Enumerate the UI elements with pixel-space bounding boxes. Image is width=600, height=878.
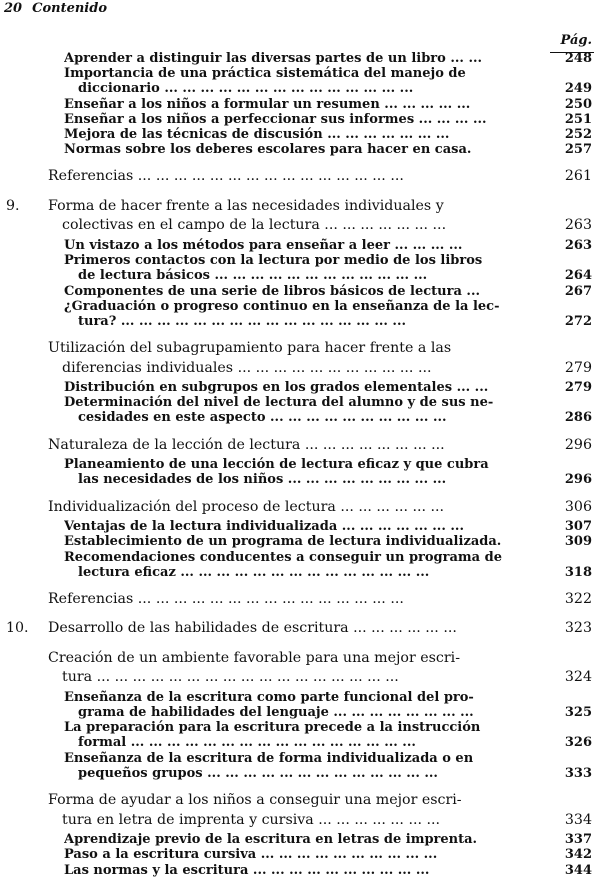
toc-subentry <box>0 127 600 142</box>
entry-page-number: 250 <box>564 96 592 112</box>
toc-subentry <box>0 238 600 253</box>
entry-text-line: colectivas en el campo de la lectura ... ... ... ... ... ... ... <box>62 217 447 234</box>
entry-text-line: Individualización del proceso de lectura ... ... ... ... ... ... <box>48 498 445 515</box>
entry-text-line: Distribución en subgrupos en los grados elementales ... ... <box>64 380 489 396</box>
toc-subentry <box>0 112 600 127</box>
entry-text-line: pequeños grupos ... ... ... ... ... ... ... ... ... ... ... ... ... <box>78 765 438 781</box>
entry-text-line: formal ... ... ... ... ... ... ... ... ... ... ... ... ... ... ... ... <box>78 735 416 751</box>
toc-entry <box>0 167 600 187</box>
entry-text-line: de lectura básicos ... ... ... ... ... ... ... ... ... ... ... ... <box>78 268 428 284</box>
entry-page-number: 263 <box>564 217 592 234</box>
entry-text-line: lectura eficaz ... ... ... ... ... ... ... ... ... ... ... ... ... ... <box>78 564 430 580</box>
toc-subentry <box>0 690 600 720</box>
entry-text-line: Naturaleza de la lección de lectura ... ... ... ... ... ... ... ... <box>48 436 445 453</box>
toc-subentry <box>0 66 600 96</box>
entry-text-line: Normas sobre los deberes escolares para hacer en casa. <box>64 142 472 158</box>
toc-entry <box>0 791 600 830</box>
chapter-number: 9. <box>6 197 20 214</box>
entry-text-line: las necesidades de los niños ... ... ... ... ... ... ... ... ... <box>78 472 447 488</box>
entry-text-line: grama de habilidades del lenguaje ... ... ... ... ... ... ... ... <box>78 705 474 721</box>
entry-text-line: Enseñar a los niños a perfeccionar sus informes ... ... ... ... <box>64 111 487 127</box>
toc-subentry <box>0 380 600 395</box>
toc-subentry <box>0 519 600 534</box>
entry-page-number: 342 <box>564 847 592 863</box>
entry-text-line: Referencias ... ... ... ... ... ... ... ... ... ... ... ... ... ... ... <box>48 590 404 607</box>
entry-text-line: Forma de hacer frente a las necesidades individuales y <box>48 197 444 214</box>
entry-text-line: Un vistazo a los métodos para enseñar a leer ... ... ... ... <box>64 237 463 253</box>
toc-subentry <box>0 97 600 112</box>
entry-page-number: 252 <box>564 127 592 142</box>
entry-page-number: 306 <box>564 498 592 515</box>
entry-page-number: 272 <box>564 313 592 329</box>
entry-text-line: Planeamiento de una lección de lectura eficaz y que cubra <box>64 457 489 473</box>
entry-page-number: 325 <box>564 705 592 721</box>
entry-text-line: Aprendizaje previo de la escritura en letras de imprenta. <box>64 832 478 848</box>
toc-subentry <box>0 253 600 283</box>
toc-subentry <box>0 863 600 878</box>
entry-text-line: cesidades en este aspecto ... ... ... ... ... ... ... ... ... ... <box>78 410 447 426</box>
entry-text-line: Componentes de una serie de libros básicos de lectura ... <box>64 283 481 299</box>
entry-text-line: Mejora de las técnicas de discusión ... ... ... ... ... ... ... <box>64 127 450 142</box>
chapter-number: 10. <box>6 620 29 637</box>
entry-text-line: tura? ... ... ... ... ... ... ... ... ... ... ... ... ... ... ... ... <box>78 313 407 329</box>
entry-text-line: Forma de ayudar a los niños a conseguir una mejor escri- <box>48 792 462 809</box>
toc-subentry <box>0 847 600 862</box>
entry-text-line: La preparación para la escritura precede a la instrucción <box>64 720 481 736</box>
toc-entry <box>0 498 600 518</box>
entry-page-number: 322 <box>564 590 592 607</box>
toc-subentry <box>0 142 600 157</box>
entry-text-line: Paso a la escritura cursiva ... ... ... ... ... ... ... ... ... ... <box>64 847 438 863</box>
entry-text-line: Utilización del subagrupamiento para hacer frente a las <box>48 340 452 357</box>
toc-subentry <box>0 457 600 487</box>
entry-page-number: 337 <box>564 832 592 848</box>
entry-text-line: Recomendaciones conducentes a conseguir un programa de <box>64 549 502 565</box>
entry-page-number: 344 <box>564 862 592 878</box>
entry-text-line: Enseñar a los niños a formular un resumen ... ... ... ... ... <box>64 96 471 112</box>
entry-text-line: diferencias individuales ... ... ... ... ... ... ... ... ... ... ... <box>62 359 432 376</box>
toc-entry <box>0 649 600 688</box>
toc-entry <box>0 619 600 639</box>
header-title: Contenido <box>32 1 107 16</box>
toc-entry <box>0 590 600 610</box>
toc-subentry <box>0 720 600 750</box>
entry-page-number: 257 <box>564 142 592 158</box>
toc-subentry <box>0 550 600 580</box>
toc-subentry <box>0 534 600 549</box>
entry-page-number: 307 <box>564 519 592 535</box>
entry-text-line: Enseñanza de la escritura de forma individualizada o en <box>64 750 474 766</box>
entry-page-number: 296 <box>564 436 592 453</box>
entry-text-line: Referencias ... ... ... ... ... ... ... ... ... ... ... ... ... ... ... <box>48 168 404 185</box>
entry-text-line: Las normas y la escritura ... ... ... ... ... ... ... ... ... ... <box>64 862 430 878</box>
entry-text-line: ¿Graduación o progreso continuo en la enseñanza de la lec- <box>64 298 500 314</box>
entry-text-line: Desarrollo de las habilidades de escritura ... ... ... ... ... ... <box>48 620 457 637</box>
entry-page-number: 249 <box>564 81 592 97</box>
toc-entry <box>0 339 600 378</box>
entry-text-line: Importancia de una práctica sistemática del manejo de <box>64 66 466 82</box>
entry-page-number: 334 <box>564 811 592 828</box>
entry-page-number: 248 <box>564 51 592 66</box>
entry-page-number: 251 <box>564 111 592 127</box>
entry-page-number: 261 <box>564 168 592 185</box>
entry-page-number: 323 <box>564 620 592 637</box>
entry-text-line: Determinación del nivel de lectura del alumno y de sus ne- <box>64 395 494 411</box>
entry-page-number: 263 <box>564 237 592 253</box>
entry-text-line: Ventajas de la lectura individualizada ... ... ... ... ... ... ... <box>64 519 464 535</box>
entry-page-number: 279 <box>564 359 592 376</box>
toc-entry <box>0 197 600 236</box>
entry-text-line: Creación de un ambiente favorable para una mejor escri- <box>48 649 460 666</box>
toc-subentry <box>0 299 600 329</box>
entry-page-number: 286 <box>564 410 592 426</box>
toc-entry <box>0 436 600 456</box>
entry-page-number: 324 <box>564 669 592 686</box>
entry-page-number: 309 <box>564 534 592 550</box>
page-column-header: Pág. <box>560 33 592 48</box>
toc-subentry <box>0 51 600 66</box>
running-header <box>4 1 117 16</box>
toc-subentry <box>0 751 600 781</box>
entry-page-number: 333 <box>564 765 592 781</box>
entry-page-number: 267 <box>564 283 592 299</box>
entry-page-number: 296 <box>564 472 592 488</box>
entry-page-number: 279 <box>564 380 592 396</box>
entry-text-line: Primeros contactos con la lectura por medio de los libros <box>64 253 483 269</box>
entry-text-line: Establecimiento de un programa de lectura individualizada. <box>64 534 502 550</box>
entry-text-line: tura en letra de imprenta y cursiva ... ... ... ... ... ... ... <box>62 811 441 828</box>
entry-text-line: tura ... ... ... ... ... ... ... ... ... ... ... ... ... ... ... ... ... <box>62 669 399 686</box>
entry-text-line: Enseñanza de la escritura como parte funcional del pro- <box>64 689 474 705</box>
entry-text-line: diccionario ... ... ... ... ... ... ... ... ... ... ... ... ... ... <box>78 81 414 97</box>
toc-subentry <box>0 832 600 847</box>
entry-page-number: 326 <box>564 735 592 751</box>
entry-page-number: 318 <box>564 564 592 580</box>
toc-subentry <box>0 284 600 299</box>
page-number: 20 <box>4 1 23 16</box>
entry-page-number: 264 <box>564 268 592 284</box>
entry-text-line: Aprender a distinguir las diversas partes de un libro ... ... <box>64 51 483 66</box>
toc-subentry <box>0 395 600 425</box>
